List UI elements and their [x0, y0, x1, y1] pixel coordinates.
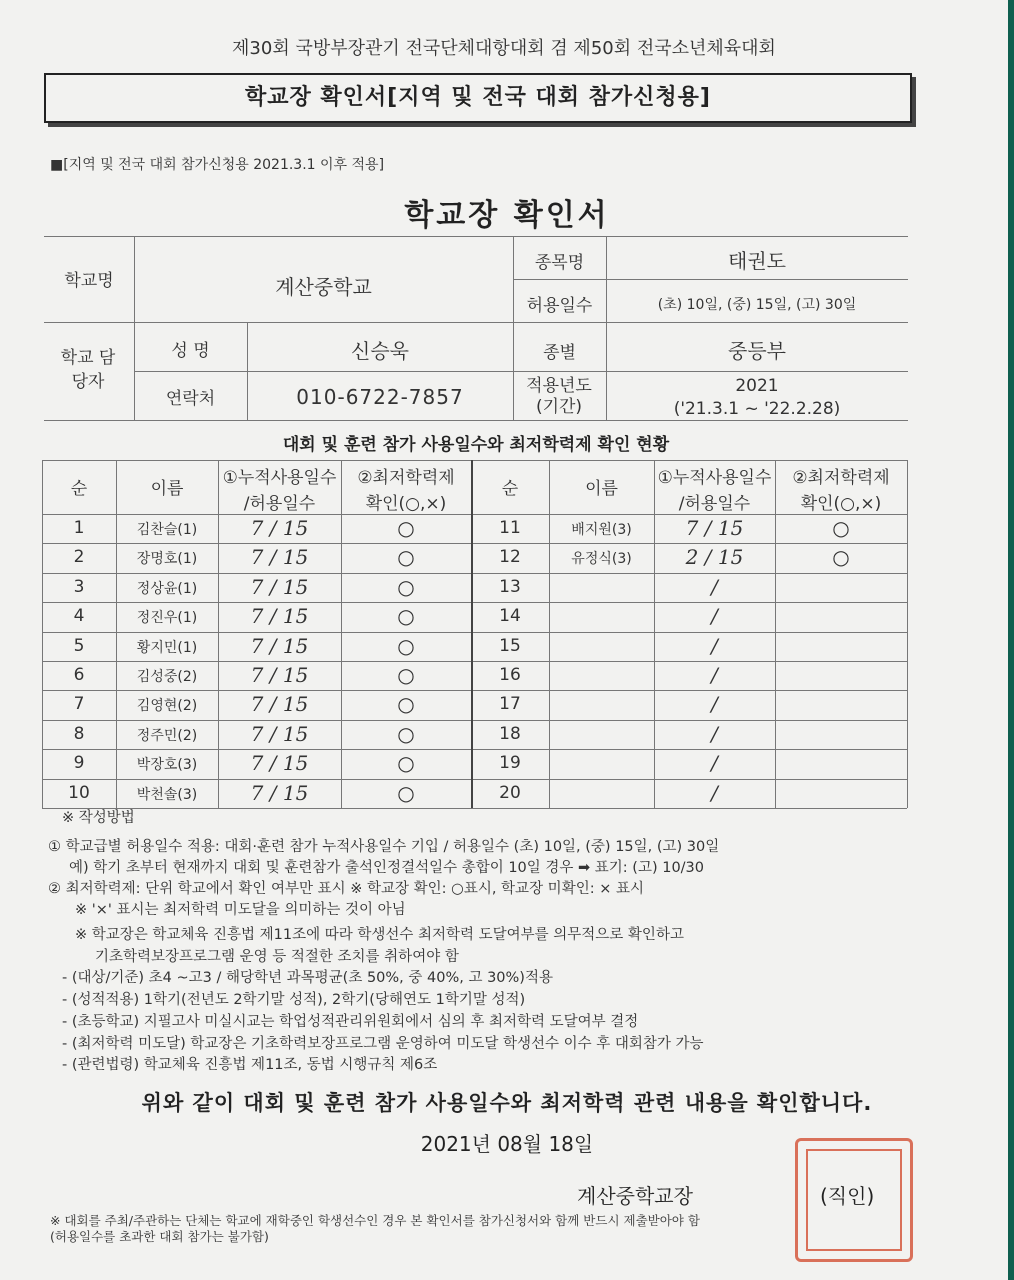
sport-value: 태권도: [728, 249, 786, 273]
table-border: [42, 632, 907, 633]
days-used: /: [711, 780, 718, 805]
footer-note-line: (허용일수를 초과한 대회 참가는 불가함): [50, 1229, 269, 1244]
footer-note: [50, 1213, 700, 1245]
header-days: ①누적사용일수: [657, 468, 772, 488]
method-line: 예) 학기 초부터 현재까지 대회 및 훈련참가 출석인정결석일수 총합이 10일 경우 ➡ 표기: (고) 10/30: [69, 860, 705, 876]
seal-label: (직인): [820, 1184, 875, 1208]
min-grade-check: ○: [397, 663, 415, 687]
days-used: 7 / 15: [250, 604, 309, 629]
days-used: 7 / 15: [250, 516, 309, 540]
method-line: 기초학력보장프로그램 운영 등 적절한 조치를 취하여야 함: [95, 949, 459, 965]
row-number: 17: [499, 694, 521, 715]
method-line: ※ 학교장은 학교체육 진흥법 제11조에 따라 학생선수 최저학력 도달여부를 의무적으로 확인하고: [75, 927, 684, 943]
min-grade-check: ○: [397, 633, 415, 658]
table-border: [42, 602, 907, 603]
header-min-grade: ②최저학력제: [792, 468, 890, 488]
header-min-grade: ②최저학력제: [357, 468, 455, 488]
min-grade-check: ○: [397, 545, 415, 570]
row-number: 18: [499, 723, 521, 744]
student-name: 황지민(1): [136, 639, 198, 656]
row-number: 5: [73, 635, 85, 656]
days-used: 7 / 15: [250, 692, 309, 717]
header-min-grade: 확인(○,×): [800, 494, 882, 514]
student-name: 박천솔(3): [136, 786, 198, 803]
days-used: 7 / 15: [685, 516, 744, 540]
student-name: 정주민(2): [136, 727, 198, 744]
issue-date: 2021년 08월 18일: [420, 1132, 594, 1156]
info-table-border: [134, 371, 908, 372]
days-used: /: [711, 721, 718, 746]
student-name: 김찬슬(1): [136, 522, 198, 538]
page-title: 학교장 확인서: [404, 198, 610, 233]
days-used: /: [711, 574, 718, 599]
row-number: 20: [499, 782, 521, 803]
row-number: 10: [68, 782, 90, 803]
days-used: /: [711, 633, 718, 658]
row-number: 8: [73, 723, 85, 744]
info-table-border: [44, 322, 908, 323]
table-border: [42, 543, 907, 544]
table-border: [42, 779, 907, 780]
method-line: - (최저학력 미도달) 학교장은 기초학력보장프로그램 운영하여 미도달 학생선수 이수 후 대회참가 가능: [62, 1036, 704, 1052]
student-name: 정상윤(1): [136, 580, 198, 597]
student-name: 장명호(1): [136, 551, 198, 568]
table-border: [42, 749, 907, 750]
min-grade-check: ○: [832, 545, 850, 570]
row-number: 1: [73, 518, 85, 538]
student-name: 박장호(3): [136, 757, 198, 774]
header-name: 이름: [150, 479, 184, 499]
days-used: 2 / 15: [685, 545, 744, 570]
division-label: 종별: [543, 343, 576, 363]
year-value: 2021: [735, 376, 779, 396]
year-label: 적용년도 (기간): [526, 376, 592, 417]
header-no: 순: [70, 479, 88, 499]
days-used: 7 / 15: [250, 545, 309, 570]
row-number: 9: [73, 753, 85, 774]
table-border: [42, 514, 907, 515]
min-grade-check: ○: [397, 516, 415, 540]
days-used: 7 / 15: [250, 633, 309, 658]
student-name: 김성중(2): [136, 669, 198, 685]
method-heading: ※ 작성방법: [62, 810, 135, 826]
manager-label: 학교 담당자: [60, 348, 116, 392]
boxed-document-title: 학교장 확인서[지역 및 전국 대회 참가신청용]: [44, 73, 912, 123]
days-used: 7 / 15: [250, 751, 309, 776]
info-table-border: [513, 279, 908, 280]
school-label: 학교명: [64, 271, 114, 291]
row-number: 6: [73, 665, 85, 685]
min-grade-check: ○: [397, 751, 415, 776]
table-border: [42, 808, 907, 809]
table-border: [42, 460, 907, 461]
row-number: 2: [73, 547, 85, 568]
student-name: 유정식(3): [571, 551, 632, 568]
method-line: - (성적적용) 1학기(전년도 2학기말 성적), 2학기(당해연도 1학기말 성적): [62, 992, 526, 1008]
method-line: - (대상/기준) 초4 ~고3 / 해당학년 과목평균(초 50%, 중 40%, 고 30%)적용: [62, 970, 553, 986]
student-name: 정진우(1): [136, 610, 198, 627]
table-border: [42, 661, 907, 662]
table-border: [42, 720, 907, 721]
min-grade-check: ○: [397, 604, 415, 629]
days-used: /: [711, 604, 718, 629]
school-value: 계산중학교: [275, 275, 372, 299]
header-days: /허용일수: [243, 494, 316, 514]
applicability-note: ■[지역 및 전국 대회 참가신청용 2021.3.1 이후 적용]: [50, 157, 385, 173]
method-line: ② 최저학력제: 단위 학교에서 확인 여부만 표시 ※ 학교장 확인: ○표시, 학교장 미확인: × 표시: [48, 881, 644, 897]
table-border: [42, 690, 907, 691]
min-grade-check: ○: [397, 780, 415, 805]
row-number: 13: [499, 576, 521, 597]
row-number: 4: [73, 606, 85, 627]
name-label: 성 명: [171, 341, 210, 361]
manager-name: 신승욱: [351, 339, 409, 363]
allowed-days-value: (초) 10일, (중) 15일, (고) 30일: [657, 297, 857, 313]
header-days: /허용일수: [678, 494, 751, 514]
row-number: 7: [73, 694, 85, 715]
header-min-grade: 확인(○,×): [365, 494, 447, 514]
row-number: 3: [73, 576, 85, 597]
division-value: 중등부: [728, 339, 786, 363]
table-border: [549, 460, 550, 808]
info-table-border: [44, 420, 908, 421]
row-number: 11: [499, 518, 521, 538]
contact-value: 010-6722-7857: [296, 385, 464, 409]
method-line: ※ '×' 표시는 최저학력 미도달을 의미하는 것이 아님: [75, 902, 406, 918]
min-grade-check: ○: [397, 574, 415, 599]
header-no: 순: [501, 479, 519, 499]
confirmation-statement: 위와 같이 대회 및 훈련 참가 사용일수와 최저학력 관련 내용을 확인합니다.: [141, 1091, 873, 1115]
row-number: 16: [499, 665, 521, 685]
days-used: /: [711, 751, 718, 776]
min-grade-check: ○: [397, 692, 415, 717]
student-name: 배지원(3): [571, 522, 632, 538]
header-name: 이름: [585, 479, 618, 499]
row-number: 15: [499, 635, 521, 656]
row-number: 19: [499, 753, 521, 774]
days-used: 7 / 15: [250, 721, 309, 746]
days-used: /: [711, 663, 718, 687]
days-used: /: [711, 692, 718, 717]
min-grade-check: ○: [832, 516, 850, 540]
days-used: 7 / 15: [250, 780, 309, 805]
sport-label: 종목명: [534, 253, 585, 273]
method-line: - (초등학교) 지필고사 미실시교는 학업성적관리위원회에서 심의 후 최저학력 도달여부 결정: [62, 1014, 639, 1030]
table-border: [42, 573, 907, 574]
method-line: - (관련법령) 학교체육 진흥법 제11조, 동법 시행규칙 제6조: [62, 1057, 438, 1073]
table-border: [907, 460, 908, 808]
signer-title: 계산중학교장: [577, 1184, 693, 1208]
student-name: 김영현(2): [136, 698, 198, 715]
info-table-border: [44, 236, 908, 237]
row-number: 12: [499, 547, 521, 568]
event-title: 제30회 국방부장관기 전국단체대항대회 겸 제50회 전국소년체육대회: [232, 38, 776, 59]
period-value: ('21.3.1 ~ '22.2.28): [673, 399, 841, 419]
min-grade-check: ○: [397, 721, 415, 746]
contact-label: 연락처: [165, 389, 216, 409]
row-number: 14: [499, 606, 521, 627]
days-used: 7 / 15: [250, 663, 309, 687]
method-line: ① 학교급별 허용일수 적용: 대회·훈련 참가 누적사용일수 기입 / 허용일수 (초) 10일, (중) 15일, (고) 30일: [48, 839, 720, 855]
allowed-days-label: 허용일수: [526, 296, 593, 316]
status-section-title: 대회 및 훈련 참가 사용일수와 최저학력제 확인 현황: [282, 435, 670, 455]
header-days: ①누적사용일수: [222, 468, 337, 488]
days-used: 7 / 15: [250, 574, 309, 599]
footer-note-line: ※ 대회를 주최/주관하는 단체는 학교에 재학중인 학생선수인 경우 본 확인서를 참가신청서와 함께 반드시 제출받아야 함: [50, 1213, 700, 1228]
